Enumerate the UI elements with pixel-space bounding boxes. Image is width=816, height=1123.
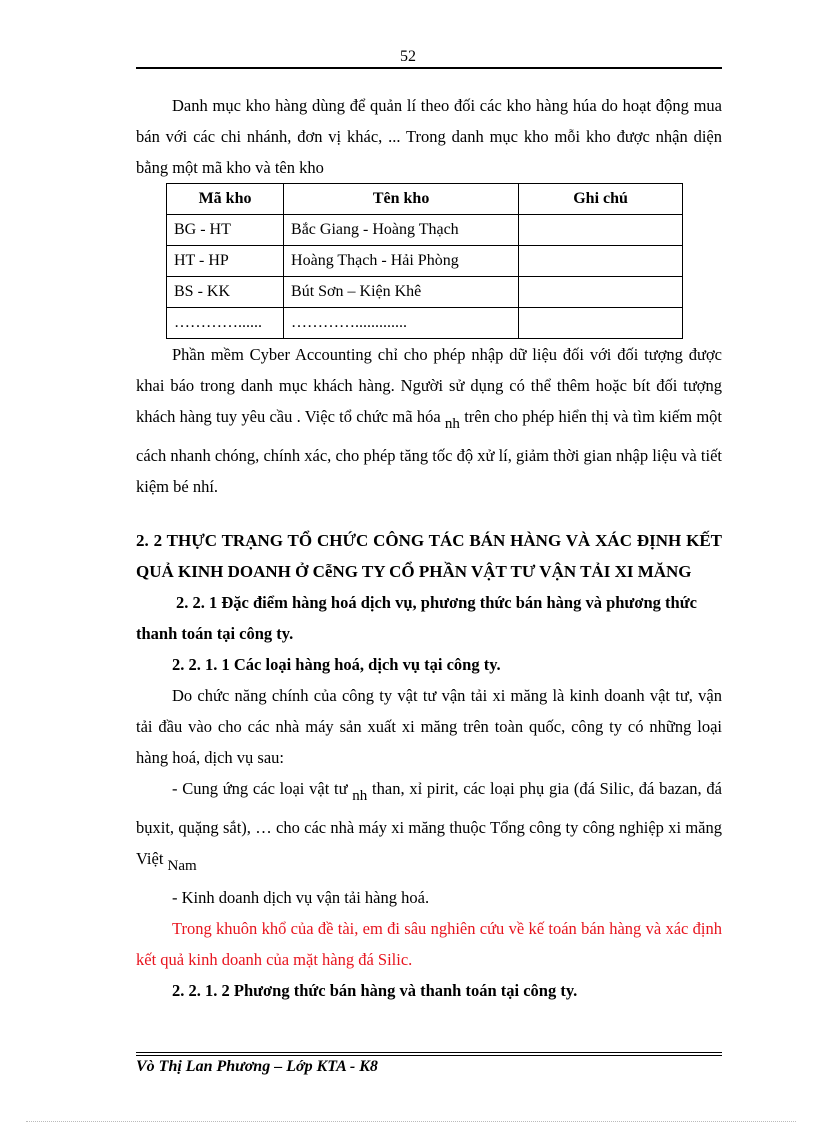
software-text-1: Phần mềm Cyber Accounting chỉ cho phép nhập dữ liệu đối với đối tượng được khai báo trong danh mục khách hàng. Người sử dụng có thể thêm hoặc bít đối tượng khách hàng tuy yêu cầu . Việc tổ chức mã hóa (136, 345, 722, 426)
cell-ma-kho: BG - HT (167, 215, 284, 246)
cell-ghi-chu (519, 215, 683, 246)
cell-ten-kho: Bắc Giang - Hoàng Thạch (284, 215, 519, 246)
footer-author: Vò Thị Lan Phương – Lớp KTA - K8 (136, 1058, 378, 1075)
bullet-supply-text-2: than, xỉ pirit, các loại phụ gia (đá Silic, đá bazan, đá bụxit, quặng sắt), … cho các nhà máy xi măng thuộc Tổng công ty công nghiệp xi măng Việt (136, 779, 722, 868)
header-ghi-chu: Ghi chú (519, 184, 683, 215)
footer-rule (136, 1052, 722, 1056)
cell-ghi-chu (519, 308, 683, 339)
cell-ghi-chu (519, 246, 683, 277)
warehouse-table (166, 183, 683, 339)
bullet-supply-subscript-2: Nam (167, 858, 197, 874)
bullet-supply-text-1: - Cung ứng các loại vật tư (172, 779, 353, 798)
cell-ten-kho: Hoàng Thạch - Hải Phòng (284, 246, 519, 277)
cell-ghi-chu (519, 277, 683, 308)
header-ten-kho: Tên kho (284, 184, 519, 215)
header-ma-kho: Mã kho (167, 184, 284, 215)
page-edge (26, 1121, 796, 1122)
subsection-heading: 2. 2. 1 Đặc điểm hàng hoá dịch vụ, phương thức bán hàng và phương thức thanh toán tại công ty. (136, 593, 697, 643)
heading-2212: 2. 2. 1. 2 Phương thức bán hàng và thanh toán tại công ty. (172, 981, 578, 1000)
table-row (167, 277, 683, 308)
table-row (167, 308, 683, 339)
page-number: 52 (400, 48, 416, 65)
intro-paragraph: Danh mục kho hàng dùng để quản lí theo đối các kho hàng húa do hoạt động mua bán với các chi nhánh, đơn vị khác, ... Trong danh mục kho mỗi kho được nhận diện bằng một mã kho và tên kho (136, 96, 722, 177)
cell-ma-kho: HT - HP (167, 246, 284, 277)
table-row (167, 246, 683, 277)
table-row (167, 215, 683, 246)
paragraph-2211: Do chức năng chính của công ty vật tư vận tải xi măng là kinh doanh vật tư, vận tải đầu vào cho các nhà máy sản xuất xi măng trên toàn quốc, công ty có những loại hàng hoá, dịch vụ sau: (136, 686, 722, 767)
bullet-transport: - Kinh doanh dịch vụ vận tải hàng hoá. (172, 888, 430, 907)
heading-2211: 2. 2. 1. 1 Các loại hàng hoá, dịch vụ tại công ty. (172, 655, 501, 674)
cell-ma-kho: BS - KK (167, 277, 284, 308)
software-subscript: nh (444, 416, 460, 432)
cell-ten-kho: Bút Sơn – Kiện Khê (284, 277, 519, 308)
cell-ma-kho: …………...... (167, 308, 284, 339)
software-paragraph (136, 339, 722, 502)
bullet-supply-subscript-1: nh (352, 788, 368, 804)
cell-ten-kho: …………............. (284, 308, 519, 339)
bullet-supply (136, 773, 722, 882)
red-paragraph: Trong khuôn khổ của đề tài, em đi sâu nghiên cứu về kế toán bán hàng và xác định kết quả kinh doanh của mặt hàng đá Silic. (136, 919, 722, 969)
section-heading: 2. 2 THỰC TRẠNG TỔ CHỨC CÔNG TÁC BÁN HÀNG VÀ XÁC ĐỊNH KẾT QUẢ KINH DOANH Ở CễNG TY CỔ PHẦN VẬT TƯ VẬN TẢI XI MĂNG (136, 531, 722, 581)
table-header-row (167, 184, 683, 215)
software-text-2: trên cho phép hiển thị và tìm kiếm một cách nhanh chóng, chính xác, cho phép tăng tốc độ xử lí, giảm thời gian nhập liệu và tiết kiệm bé nhí. (136, 407, 722, 496)
page-content (136, 90, 722, 1006)
header-rule (136, 67, 722, 69)
